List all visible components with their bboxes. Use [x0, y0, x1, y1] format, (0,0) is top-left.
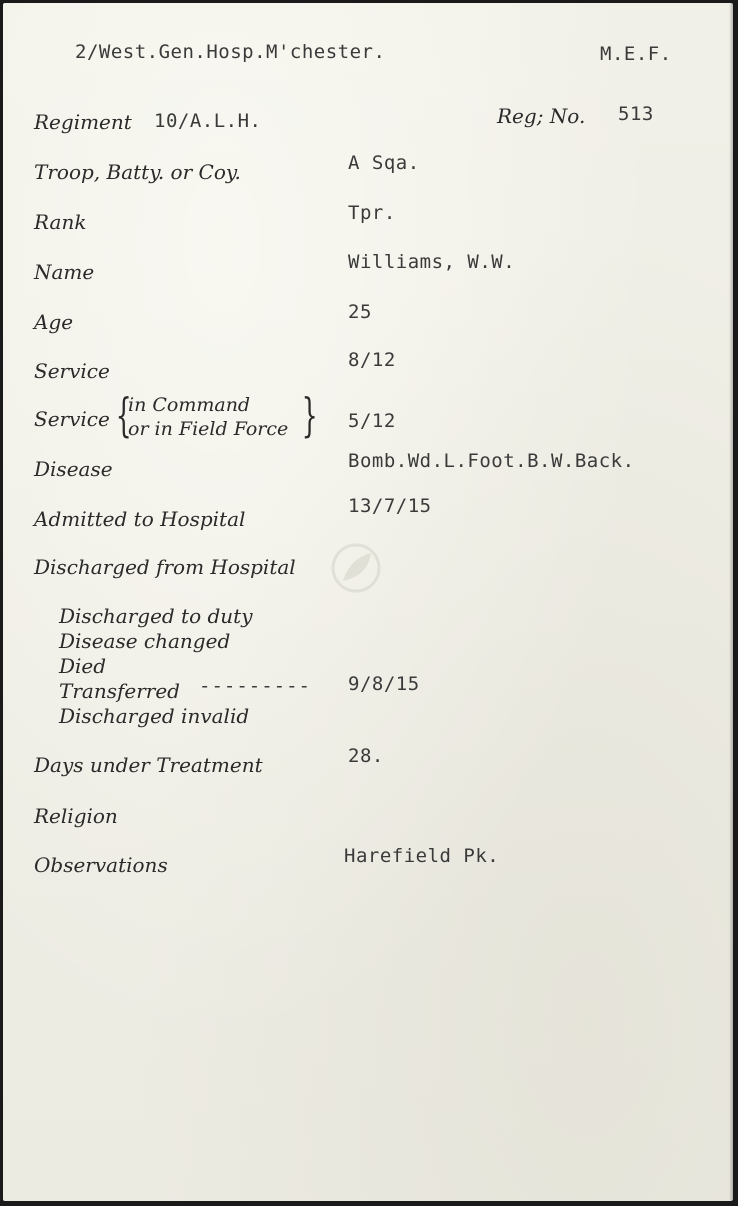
rank-label: Rank	[34, 210, 87, 234]
troop-label: Troop, Batty. or Coy.	[34, 160, 241, 184]
rank-value: Tpr.	[348, 202, 396, 224]
service-value: 8/12	[348, 349, 396, 371]
admitted-value: 13/7/15	[348, 495, 432, 517]
record-card	[3, 3, 733, 1201]
disease-label: Disease	[34, 457, 113, 481]
transferred-value: 9/8/15	[348, 673, 420, 695]
age-value: 25	[348, 301, 372, 323]
admitted-label: Admitted to Hospital	[34, 507, 246, 531]
regno-value: 513	[618, 103, 654, 125]
regiment-label: Regiment	[34, 110, 132, 134]
died-label: Died	[59, 654, 107, 678]
disease-value: Bomb.Wd.L.Foot.B.W.Back.	[348, 450, 635, 472]
in-command-label: in Command	[128, 394, 251, 416]
transferred-label: Transferred	[59, 679, 180, 703]
age-label: Age	[34, 310, 74, 334]
transferred-dashes: ---------	[199, 675, 311, 697]
days-label: Days under Treatment	[34, 753, 263, 777]
service2-label: Service	[34, 407, 110, 431]
disease-changed-label: Disease changed	[59, 629, 231, 653]
hospital-header: 2/West.Gen.Hosp.M'chester.	[75, 41, 386, 63]
name-value: Williams, W.W.	[348, 251, 516, 273]
discharged-label: Discharged from Hospital	[34, 555, 296, 579]
field-force-label: or in Field Force	[128, 418, 289, 440]
religion-label: Religion	[34, 804, 118, 828]
observations-value: Harefield Pk.	[344, 845, 500, 867]
service2-value: 5/12	[348, 410, 396, 432]
right-brace: }	[301, 388, 318, 442]
left-brace: {	[115, 388, 132, 442]
regno-label: Reg; No.	[497, 104, 586, 128]
discharged-invalid-label: Discharged invalid	[59, 704, 250, 728]
discharged-to-duty-label: Discharged to duty	[59, 604, 253, 628]
force-header: M.E.F.	[600, 43, 672, 65]
name-label: Name	[34, 260, 95, 284]
regiment-value: 10/A.L.H.	[154, 110, 262, 132]
service-label: Service	[34, 359, 110, 383]
leaf-stamp-icon	[331, 543, 381, 593]
days-value: 28.	[348, 745, 384, 767]
troop-value: A Sqa.	[348, 152, 420, 174]
observations-label: Observations	[34, 853, 168, 877]
